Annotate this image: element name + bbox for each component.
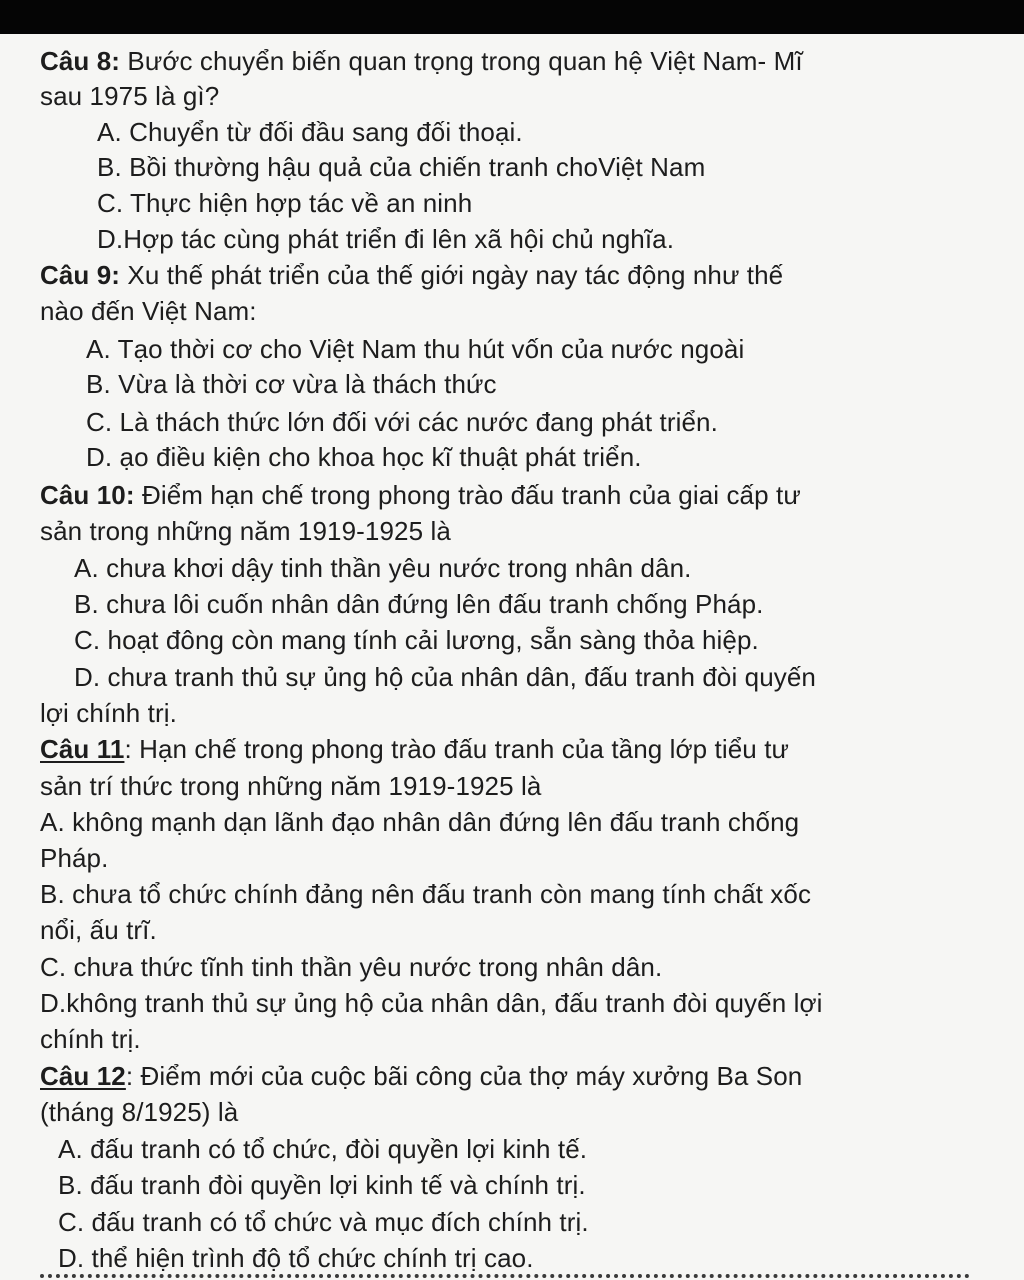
question-10-stem-line-1: [40, 478, 801, 512]
question-9-option-a: A. Tạo thời cơ cho Việt Nam thu hút vốn của nước ngoài: [86, 334, 745, 364]
question-11-option-a-line-2: Pháp.: [40, 843, 109, 873]
question-8-stem-text: Bước chuyển biến quan trọng trong quan hệ Việt Nam- Mĩ: [120, 46, 803, 76]
question-12-stem-line-1: [40, 1059, 802, 1093]
question-11-option-a-line-1: A. không mạnh dạn lãnh đạo nhân dân đứng lên đấu tranh chống: [40, 807, 800, 837]
question-9-option-b: B. Vừa là thời cơ vừa là thách thức: [86, 369, 497, 399]
question-8-option-a: A. Chuyển từ đối đầu sang đối thoại.: [97, 117, 523, 147]
question-10-stem-line-2: sản trong những năm 1919-1925 là: [40, 516, 451, 546]
question-9-stem-line-1: [40, 258, 783, 292]
question-9-option-c: C. Là thách thức lớn đối với các nước đang phát triển.: [86, 407, 718, 437]
question-12-option-a: A. đấu tranh có tổ chức, đòi quyền lợi kinh tế.: [58, 1134, 588, 1164]
cut-off-next-line: [40, 1266, 1000, 1280]
question-11-stem-line-2: sản trí thức trong những năm 1919-1925 là: [40, 771, 542, 801]
question-11-stem-text: : Hạn chế trong phong trào đấu tranh của tầng lớp tiểu tư: [124, 734, 790, 764]
question-8-option-b: B. Bồi thường hậu quả của chiến tranh choViệt Nam: [97, 152, 706, 182]
question-8-stem-line-1: [40, 44, 803, 78]
question-10-option-d-line-2: lợi chính trị.: [40, 698, 177, 728]
question-8-option-c: C. Thực hiện hợp tác về an ninh: [97, 188, 473, 218]
question-11-label: Câu 11: [40, 734, 125, 764]
question-10-label: Câu 10:: [40, 480, 135, 510]
question-9-option-d: D. ạo điều kiện cho khoa học kĩ thuật phát triển.: [86, 442, 642, 472]
question-11-option-c: C. chưa thức tĩnh tinh thần yêu nước trong nhân dân.: [40, 952, 663, 982]
question-12-stem-line-2: (tháng 8/1925) là: [40, 1097, 239, 1127]
question-8-label: Câu 8:: [40, 46, 121, 76]
question-11-option-d-line-1: D.không tranh thủ sự ủng hộ của nhân dân, đấu tranh đòi quyến lợi: [40, 988, 823, 1018]
question-10-option-d-line-1: D. chưa tranh thủ sự ủng hộ của nhân dân, đấu tranh đòi quyến: [74, 662, 816, 692]
question-10-option-c: C. hoạt đông còn mang tính cải lương, sẵn sàng thỏa hiệp.: [74, 625, 759, 655]
question-11-option-d-line-2: chính trị.: [40, 1024, 141, 1054]
top-dark-bar: [0, 0, 1024, 34]
question-10-option-a: A. chưa khơi dậy tinh thần yêu nước trong nhân dân.: [74, 553, 692, 583]
question-9-stem-line-2: nào đến Việt Nam:: [40, 296, 257, 326]
question-9-label: Câu 9:: [40, 260, 121, 290]
question-11-option-b-line-1: B. chưa tổ chức chính đảng nên đấu tranh còn mang tính chất xốc: [40, 879, 812, 909]
question-10-stem-text: Điểm hạn chế trong phong trào đấu tranh của giai cấp tư: [134, 480, 801, 510]
question-10-option-b: B. chưa lôi cuốn nhân dân đứng lên đấu tranh chống Pháp.: [74, 589, 764, 619]
question-12-label: Câu 12: [40, 1061, 126, 1091]
question-12-stem-text: : Điểm mới của cuộc bãi công của thợ máy xưởng Ba Son: [125, 1061, 803, 1091]
question-11-option-b-line-2: nổi, ấu trĩ.: [40, 915, 157, 945]
question-11-stem-line-1: [40, 732, 789, 766]
question-8-stem-line-2: sau 1975 là gì?: [40, 81, 220, 111]
question-12-option-b: B. đấu tranh đòi quyền lợi kinh tế và chính trị.: [58, 1170, 586, 1200]
question-12-option-d: D. thể hiện trình độ tổ chức chính trị cao.: [58, 1243, 534, 1273]
question-9-stem-text: Xu thế phát triển của thế giới ngày nay tác động như thế: [120, 260, 784, 290]
question-8-option-d: D.Hợp tác cùng phát triển đi lên xã hội chủ nghĩa.: [97, 224, 675, 254]
question-12-option-c: C. đấu tranh có tổ chức và mục đích chính trị.: [58, 1207, 589, 1237]
